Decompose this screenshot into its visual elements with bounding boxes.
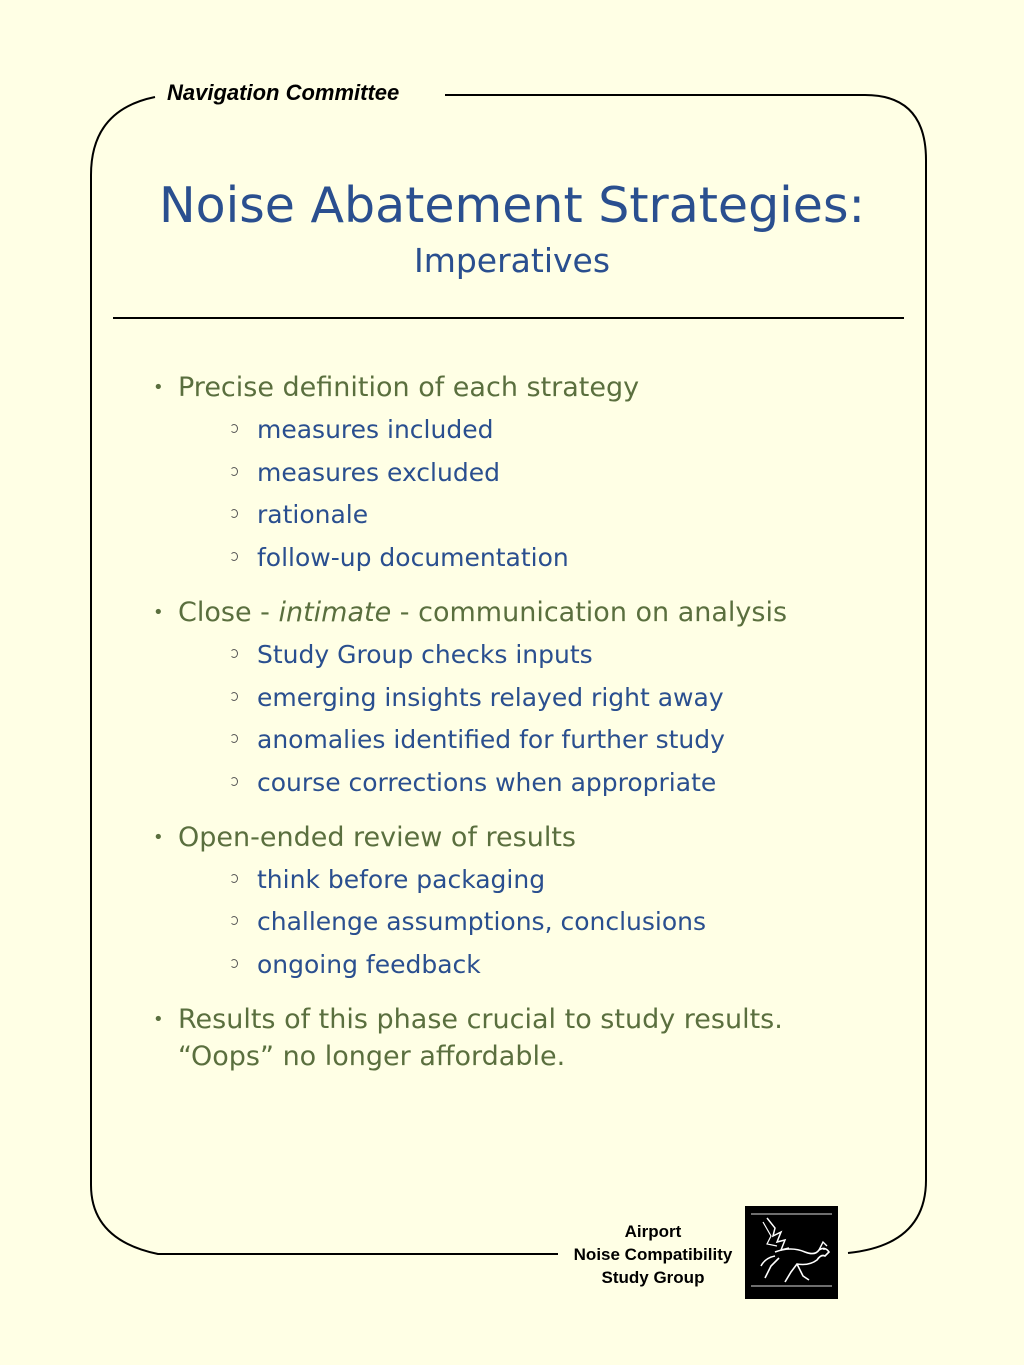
slide-title: Noise Abatement Strategies: [159,177,865,234]
sub-item: rationale [178,494,830,537]
sub-item: measures excluded [178,452,830,495]
sub-item: challenge assumptions, conclusions [178,901,830,944]
sub-item: measures included [178,409,830,452]
sub-item: anomalies identified for further study [178,719,830,762]
sub-item: follow-up documentation [178,537,830,580]
ring-bullet-icon [230,734,238,743]
footer-line: Airport [624,1222,682,1241]
ring-bullet-icon [230,552,238,561]
sub-item: course corrections when appropriate [178,762,830,805]
bullet-item [150,1001,830,1075]
bullet-dot-icon: • [153,826,164,848]
ring-bullet-icon [230,777,238,786]
emphasis-text: intimate [278,596,392,628]
bullet-text: Results of this phase crucial to study results. “Oops” no longer affordable. [178,1003,783,1072]
bullet-item [150,369,830,580]
committee-label: Navigation Committee [163,80,403,106]
sub-item: think before packaging [178,859,830,902]
bullet-text: Open-ended review of results [178,821,576,853]
bullet-dot-icon: • [153,377,164,398]
ring-bullet-icon [230,509,238,518]
ring-bullet-icon [230,959,238,968]
slide-subtitle: Imperatives [413,241,611,280]
bullet-item [150,819,830,987]
subitem-list [178,634,830,805]
ring-bullet-icon [230,692,238,701]
study-group-label [558,1220,748,1289]
ring-bullet-icon [230,916,238,925]
footer-line: Noise Compatibility [573,1245,733,1264]
sub-item: emerging insights relayed right away [178,677,830,720]
bullet-dot-icon: • [153,1008,164,1030]
bullet-text: Close - intimate - communication on analysis [178,596,788,628]
subitem-list [178,409,830,580]
bullet-dot-icon: • [153,601,164,623]
subitem-list [178,859,830,987]
winged-horse-icon [745,1206,838,1299]
sub-item: ongoing feedback [178,944,830,987]
sub-item: Study Group checks inputs [178,634,830,677]
ring-bullet-icon [230,467,238,476]
bullet-list [150,369,830,1075]
bullet-item [150,594,830,805]
bullet-text: Precise definition of each strategy [178,372,640,403]
ring-bullet-icon [230,874,238,883]
footer-line: Study Group [601,1268,705,1287]
ring-bullet-icon [230,649,238,658]
ring-bullet-icon [230,424,238,433]
